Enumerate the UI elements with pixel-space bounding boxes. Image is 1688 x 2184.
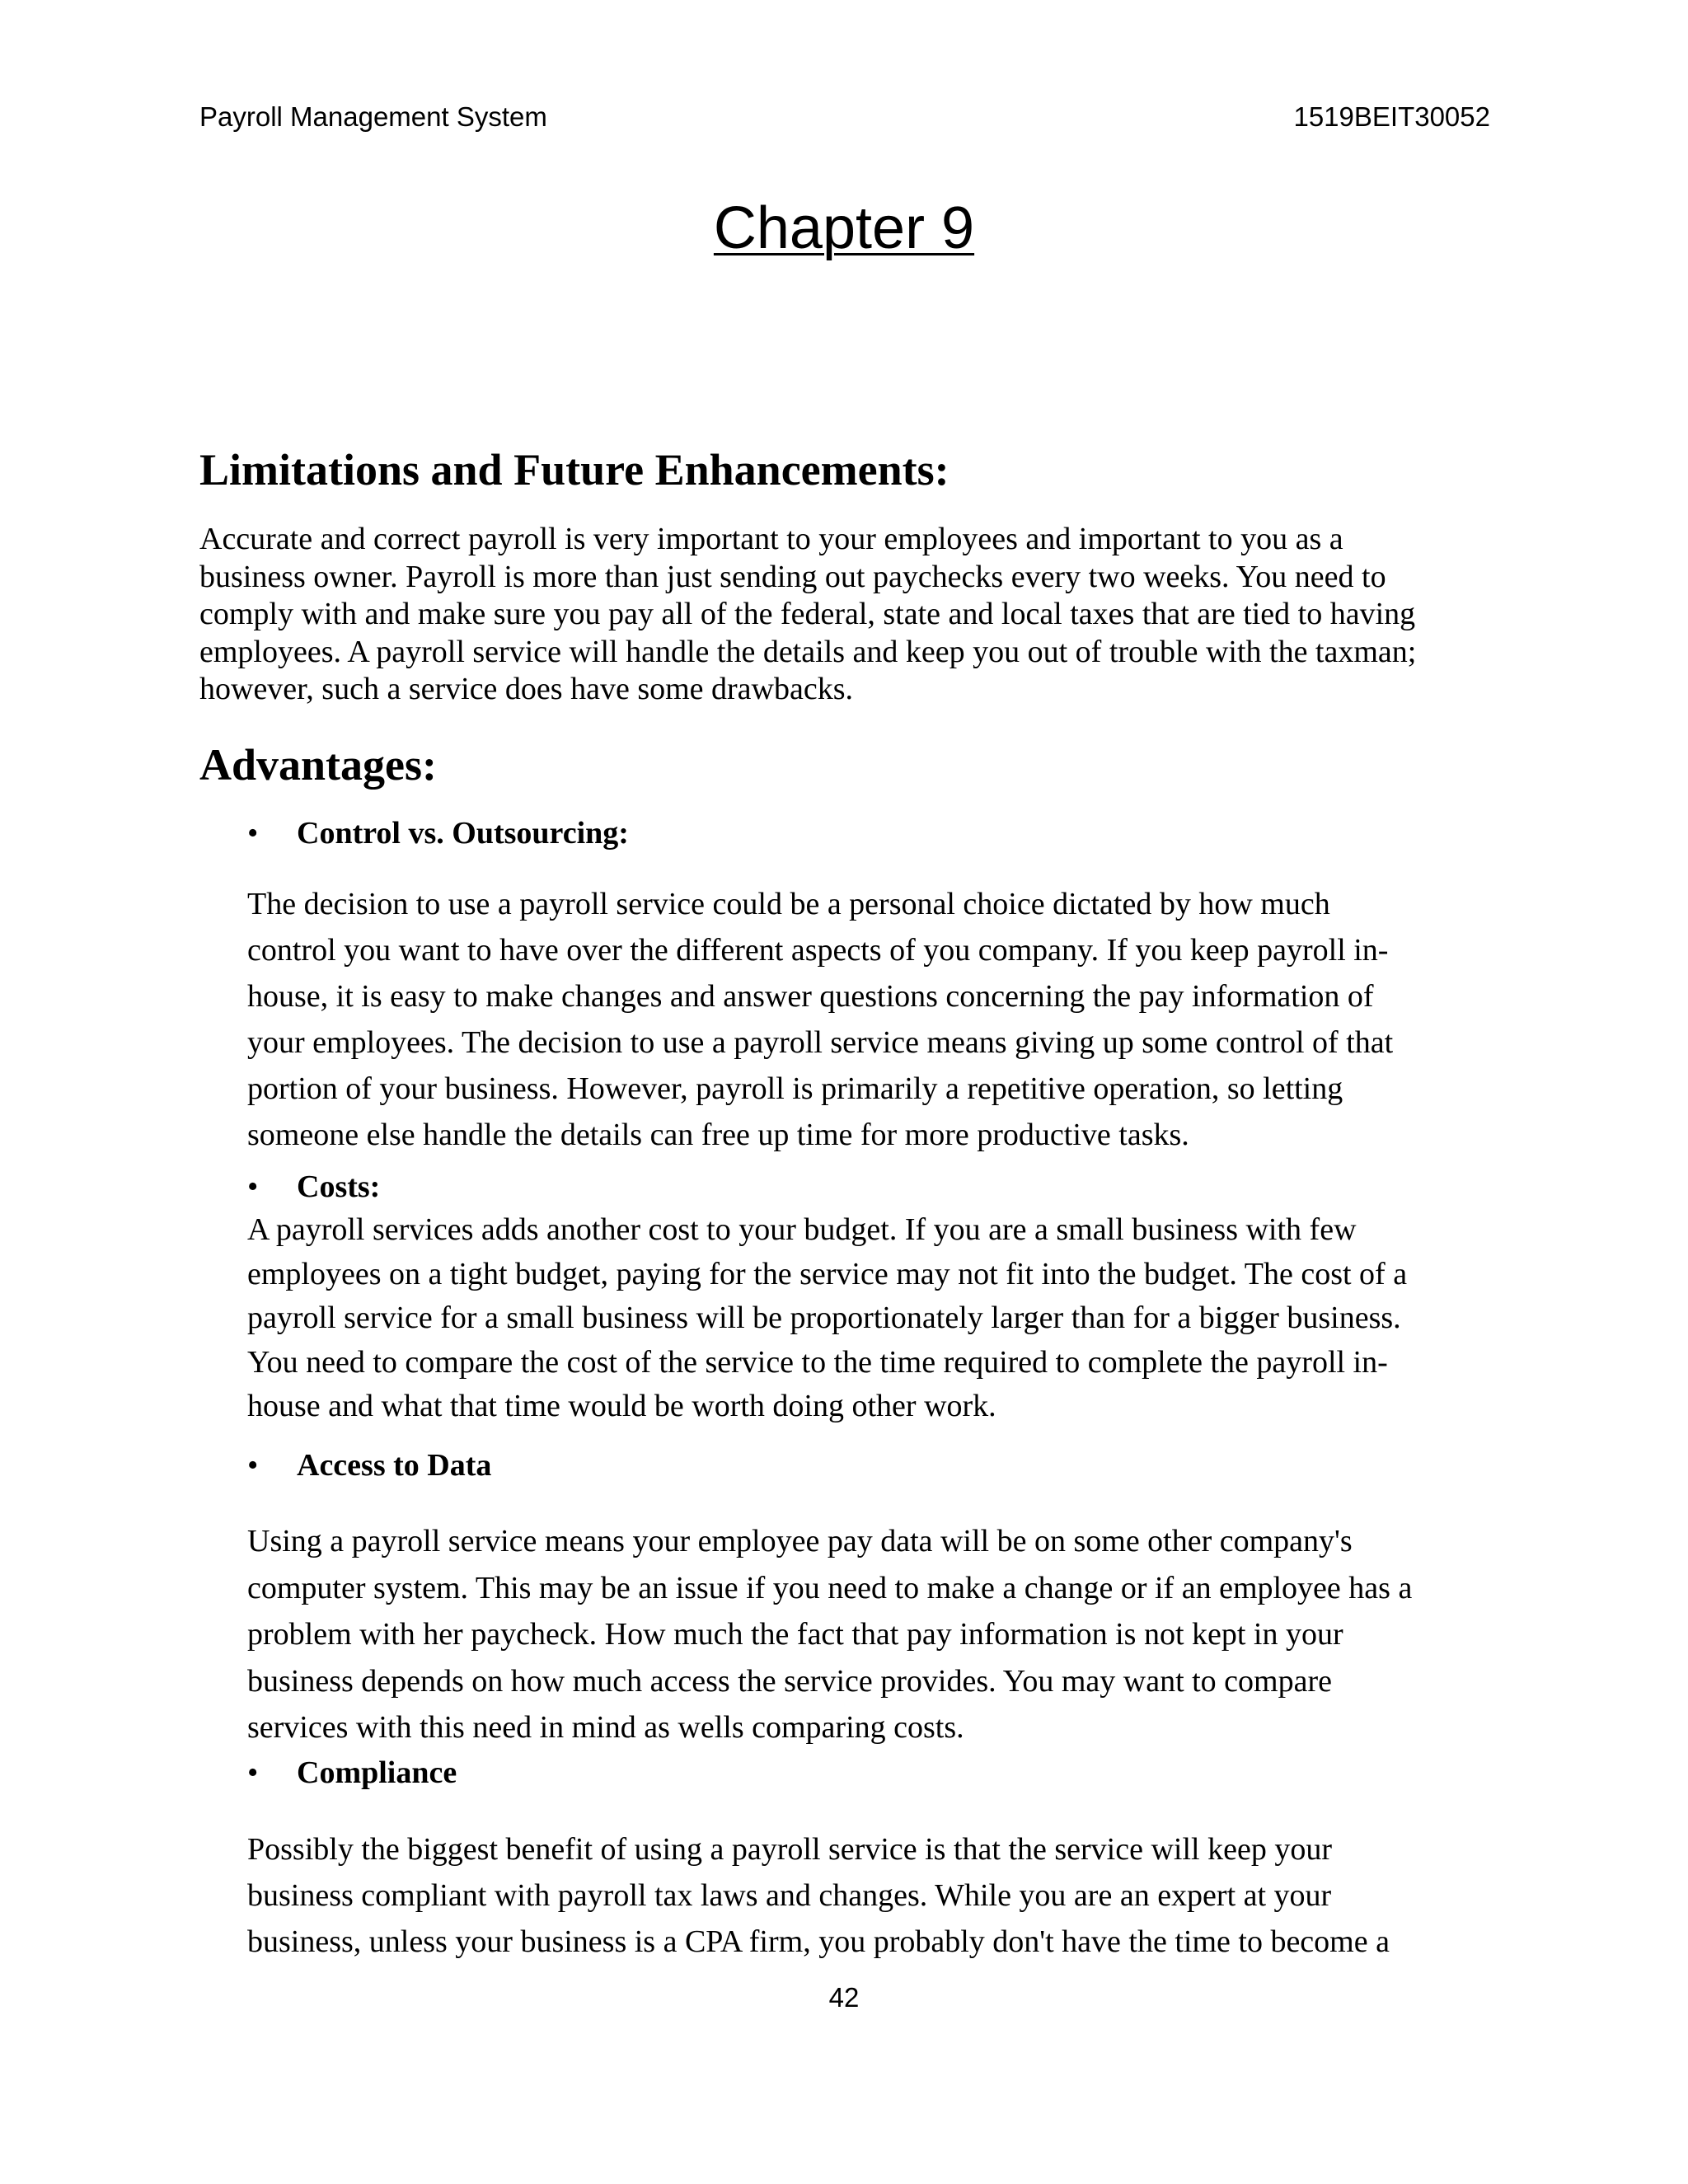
paragraph-line: someone else handle the details can free up time for more productive tasks. [247, 1118, 1189, 1152]
intro-line: however, such a service does have some drawbacks. [199, 672, 854, 707]
bullet-icon: • [247, 1448, 259, 1483]
paragraph-line: computer system. This may be an issue if you need to make a change or if an employee has a [247, 1570, 1413, 1605]
running-header-id: 1519BEIT30052 [1293, 101, 1490, 132]
paragraph-line: employees on a tight budget, paying for the service may not fit into the budget. The cost of a [247, 1256, 1408, 1291]
paragraph-access [247, 1518, 1412, 1751]
intro-line: Accurate and correct payroll is very important to your employees and important to you as a [199, 522, 1343, 556]
advantages-heading: Advantages: [199, 740, 438, 790]
paragraph-line: The decision to use a payroll service could be a personal choice dictated by how much [247, 887, 1330, 921]
paragraph-line: payroll service for a small business will be proportionately larger than for a bigger business. [247, 1301, 1401, 1335]
intro-line: business owner. Payroll is more than just sending out paychecks every two weeks. You need to [199, 559, 1386, 594]
paragraph-line: house and what that time would be worth doing other work. [247, 1389, 996, 1423]
paragraph-line: business depends on how much access the service provides. You may want to compare [247, 1663, 1332, 1699]
bullet-icon: • [247, 1169, 259, 1204]
paragraph-costs [247, 1208, 1407, 1429]
paragraph-line: Using a payroll service means your employee pay data will be on some other company's [247, 1524, 1353, 1558]
paragraph-line: Possibly the biggest benefit of using a payroll service is that the service will keep your [247, 1832, 1332, 1867]
paragraph-line: business, unless your business is a CPA firm, you probably don't have the time to become a [247, 1924, 1390, 1959]
paragraph-line: A payroll services adds another cost to your budget. If you are a small business with few [247, 1212, 1357, 1247]
page-number: 42 [828, 1982, 860, 2013]
paragraph-control [247, 881, 1393, 1158]
paragraph-line: house, it is easy to make changes and answer questions concerning the pay information of [247, 979, 1374, 1014]
bullet-title: Compliance [297, 1755, 457, 1790]
bullet-title: Costs: [297, 1169, 381, 1204]
chapter-title: Chapter 9 [713, 195, 975, 261]
intro-line: employees. A payroll service will handle the details and keep you out of trouble with the taxman; [199, 634, 1417, 669]
intro-paragraph [199, 521, 1416, 709]
bullet-title: Control vs. Outsourcing: [297, 816, 629, 851]
paragraph-compliance [247, 1826, 1390, 1965]
paragraph-line: your employees. The decision to use a payroll service means giving up some control of that [247, 1025, 1394, 1060]
paragraph-line: portion of your business. However, payroll is primarily a repetitive operation, so letting [247, 1071, 1343, 1106]
section-heading: Limitations and Future Enhancements: [199, 445, 950, 494]
bullet-icon: • [247, 816, 259, 851]
paragraph-line: You need to compare the cost of the service to the time required to complete the payroll in- [247, 1344, 1388, 1380]
intro-line: comply with and make sure you pay all of the federal, state and local taxes that are tied to having [199, 597, 1416, 632]
paragraph-line: control you want to have over the different aspects of you company. If you keep payroll in- [247, 933, 1389, 968]
paragraph-line: services with this need in mind as wells comparing costs. [247, 1710, 964, 1745]
paragraph-line: business compliant with payroll tax laws and changes. While you are an expert at your [247, 1878, 1332, 1913]
paragraph-line: problem with her paycheck. How much the fact that pay information is not kept in your [247, 1617, 1343, 1652]
bullet-icon: • [247, 1755, 259, 1790]
bullet-title: Access to Data [297, 1448, 492, 1483]
running-header-title: Payroll Management System [199, 101, 547, 132]
